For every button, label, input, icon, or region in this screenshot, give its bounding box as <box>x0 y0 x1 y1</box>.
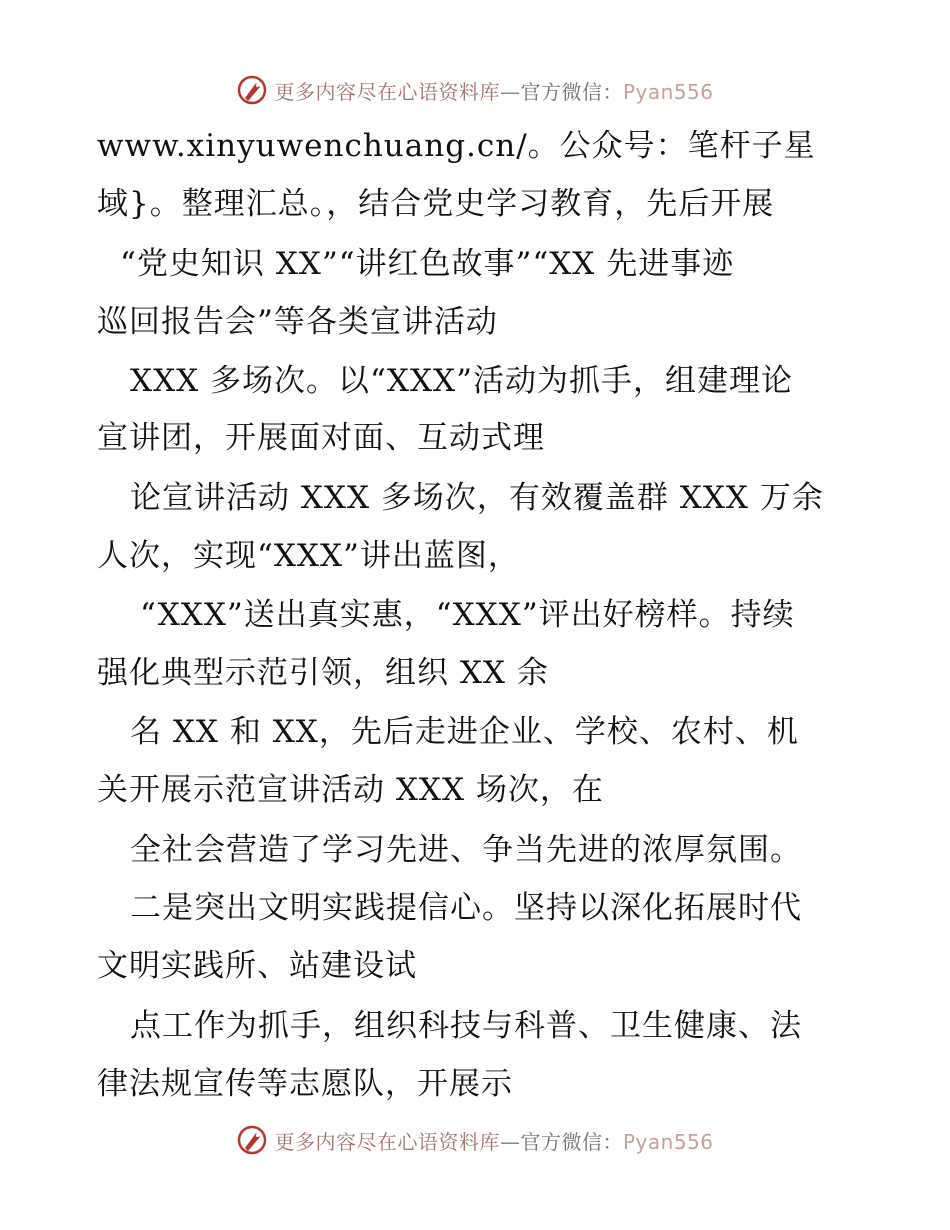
body-line-17: 律法规宣传等志愿队，开展示 <box>97 1066 513 1102</box>
body-line-10: 强化典型示范引领，组织 XX 余 <box>97 655 549 691</box>
body-line-3: “党史知识 XX”“讲红色故事”“XX 先进事迹 <box>120 246 735 282</box>
watermark-official-label: 官方微信： <box>520 1129 623 1154</box>
watermark-main-text: 更多内容尽在心语资料库 <box>274 1129 500 1154</box>
watermark-text <box>274 1126 713 1155</box>
header-watermark-banner <box>0 70 950 110</box>
footer-watermark-banner <box>0 1120 950 1160</box>
body-line-13: 全社会营造了学习先进、争当先进的浓厚氛围。 <box>130 832 802 868</box>
watermark-separator: — <box>499 1129 521 1154</box>
body-line-9: “XXX”送出真实惠，“XXX”评出好榜样。持续 <box>140 597 795 633</box>
watermark-separator: — <box>499 79 521 104</box>
pen-nib-logo-icon <box>236 74 268 106</box>
watermark-wechat-id: Pyan556 <box>622 1129 714 1154</box>
body-line-16: 点工作为抓手，组织科技与科普、卫生健康、法 <box>130 1008 802 1044</box>
watermark-main-text: 更多内容尽在心语资料库 <box>274 79 500 104</box>
watermark-official-label: 官方微信： <box>520 79 623 104</box>
body-line-7: 论宣讲活动 XXX 多场次，有效覆盖群 XXX 万余 <box>130 480 824 516</box>
body-line-6: 宣讲团，开展面对面、互动式理 <box>97 420 545 456</box>
watermark-text <box>274 76 713 105</box>
body-line-11: 名 XX 和 XX，先后走进企业、学校、农村、机 <box>130 714 799 750</box>
body-line-2: 域}。整理汇总。，结合党史学习教育，先后开展 <box>97 186 775 222</box>
body-line-15: 文明实践所、站建设试 <box>97 948 417 984</box>
watermark-wechat-id: Pyan556 <box>622 79 714 104</box>
body-line-8: 人次，实现“XXX”讲出蓝图， <box>97 538 520 574</box>
body-line-4: 巡回报告会”等各类宣讲活动 <box>97 304 498 340</box>
body-line-12: 关开展示范宣讲活动 XXX 场次，在 <box>97 772 604 808</box>
pen-nib-logo-icon <box>236 1124 268 1156</box>
body-line-5: XXX 多场次。以“XXX”活动为抓手，组建理论 <box>130 363 793 399</box>
body-line-1: www.xinyuwenchuang.cn/。公众号：笔杆子星 <box>97 128 816 164</box>
body-line-14: 二是突出文明实践提信心。坚持以深化拓展时代 <box>130 890 802 926</box>
